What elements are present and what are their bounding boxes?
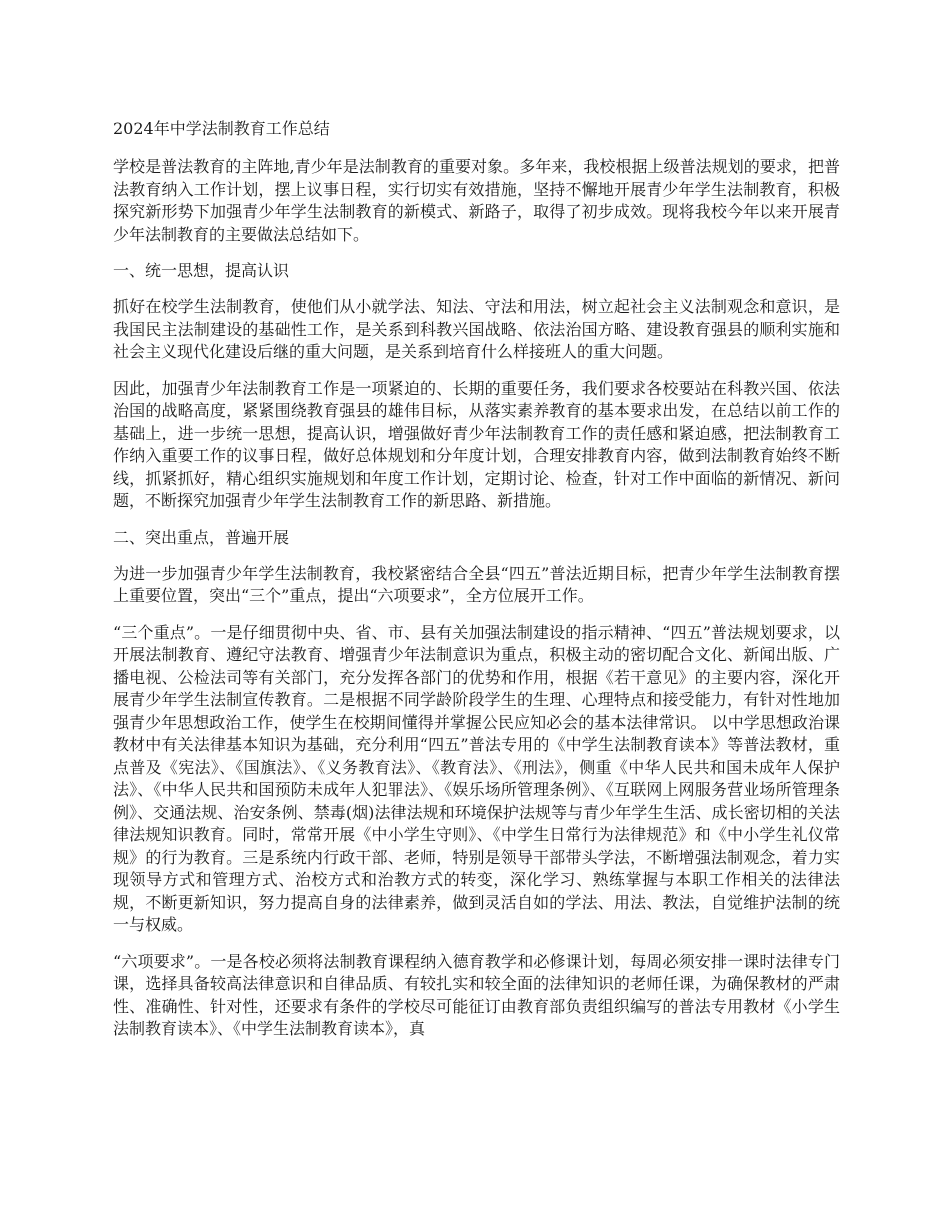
section-2-heading: 二、突出重点，普遍开展: [113, 527, 290, 547]
section-1-paragraph-2: 因此，加强青少年法制教育工作是一项紧迫的、长期的重要任务，我们要求各校要站在科教兴国、依法治国的战略高度，紧紧围绕教育强县的雄伟目标，从落实素养教育的基本要求出发，在总结以前工作的基础上，进一步统一思想，提高认识，增强做好青少年法制教育工作的责任感和紧迫感，把法制教育工作纳入重要工作的议事日程，做好总体规划和分年度计划，合理安排教育内容，做到法制教育始终不断线，抓紧抓好，精心组织实施规划和年度工作计划，定期讨论、检查，针对工作中面临的新情况、新问题，不断探究加强青少年学生法制教育工作的新思路、新措施。: [113, 378, 840, 510]
section-2-paragraph-3: “六项要求”。一是各校必须将法制教育课程纳入德育教学和必修课计划，每周必须安排一课时法律专门课，选择具备较高法律意识和自律品质、有较扎实和较全面的法律知识的老师任课，为确保教材的严肃性、准确性、针对性，还要求有条件的学校尽可能征订由教育部负责组织编写的普法专用教材《小学生法制教育读本》、《中学生法制教育读本》，真: [113, 951, 840, 1038]
document-title: 2024年中学法制教育工作总结: [113, 119, 330, 138]
document-page: [113, 118, 840, 1055]
section-2-paragraph-2: “三个重点”。一是仔细贯彻中央、省、市、县有关加强法制建设的指示精神、“四五”普法规划要求，以开展法制教育、遵纪守法教育、增强青少年法制意识为重点，积极主动的密切配合文化、新闻出版、广播电视、公检法司等有关部门，充分发挥各部门的优势和作用，根据《若干意见》的主要内容，深化开展青少年学生法制宣传教育。二是根据不同学龄阶段学生的生理、心理特点和接受能力，有针对性地加强青少年思想政治工作，使学生在校期间懂得并掌握公民应知必会的基本法律常识。 以中学思想政治课教材中有关法律基本知识为基础，充分利用“四五”普法专用的《中学生法制教育读本》等普法教材，重点普及《宪法》、《国旗法》、《义务教育法》、《教育法》、《刑法》，侧重《中华人民共和国未成年人保护法》、《中华人民共和国预防未成年人犯罪法》、《娱乐场所管理条例》、《互联网上网服务营业场所管理条例》、交通法规、治安条例、禁毒(烟)法律法规和环境保护法规等与青少年学生生活、成长密切相的关法律法规知识教育。同时，常常开展《中小学生守则》、《中学生日常行为法律规范》和《中小学生礼仪常规》的行为教育。三是系统内行政干部、老师，特别是领导干部带头学法，不断增强法制观念，着力实现领导方式和管理方式、治校方式和治教方式的转变，深化学习、熟练掌握与本职工作相关的法律法规，不断更新知识，努力提高自身的法律素养，做到灵活自如的学法、用法、教法，自觉维护法制的统一与权威。: [113, 622, 840, 934]
section-1-paragraph-1: 抓好在校学生法制教育，使他们从小就学法、知法、守法和用法，树立起社会主义法制观念和意识，是我国民主法制建设的基础性工作，是关系到科教兴国战略、依法治国方略、建设教育强县的顺利实施和社会主义现代化建设后继的重大问题，是关系到培育什么样接班人的重大问题。: [113, 297, 840, 361]
intro-paragraph: 学校是普法教育的主阵地,青少年是法制教育的重要对象。多年来，我校根据上级普法规划的要求，把普法教育纳入工作计划，摆上议事日程，实行切实有效措施，坚持不懈地开展青少年学生法制教育，积极探究新形势下加强青少年学生法制教育的新模式、新路子，取得了初步成效。现将我校今年以来开展青少年法制教育的主要做法总结如下。: [113, 157, 840, 244]
section-1-heading: 一、统一思想，提高认识: [113, 261, 290, 280]
section-2-paragraph-1: 为进一步加强青少年学生法制教育，我校紧密结合全县“四五”普法近期目标，把青少年学生法制教育摆上重要位置，突出“三个”重点，提出“六项要求”，全方位展开工作。: [113, 563, 840, 605]
